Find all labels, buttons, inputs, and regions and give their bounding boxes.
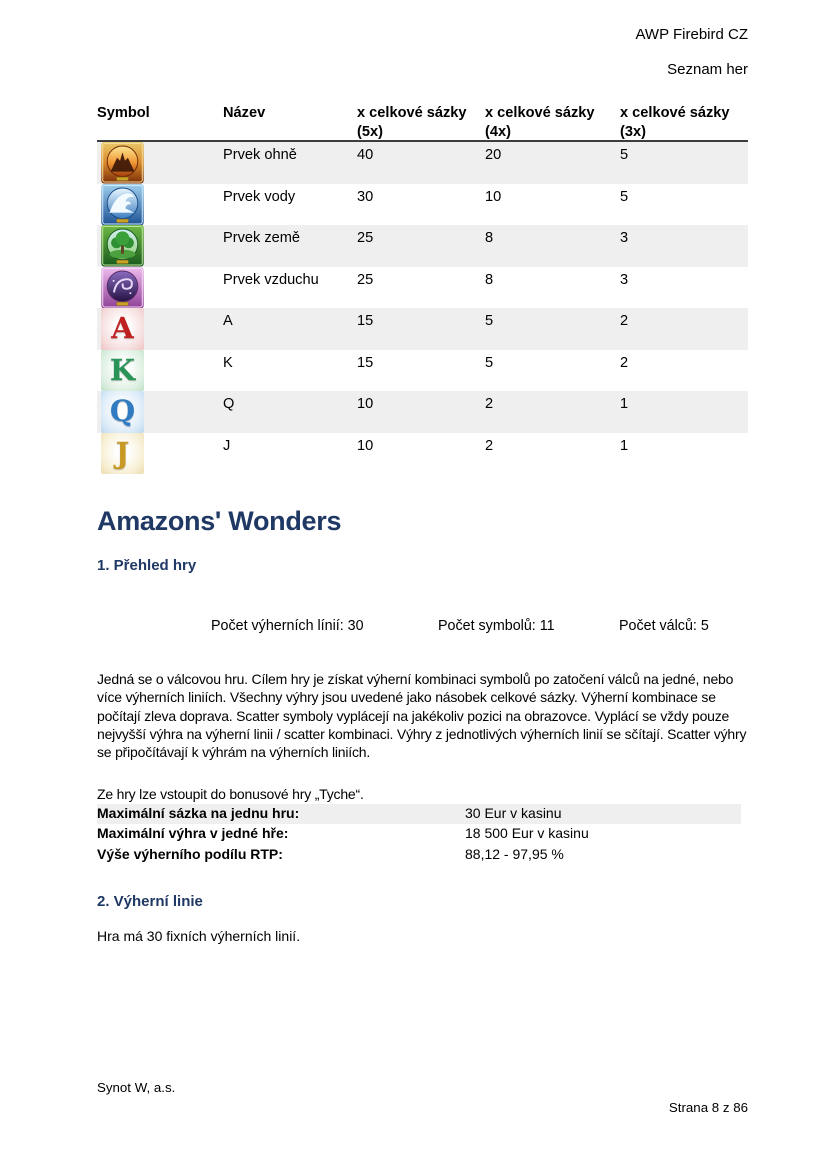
table-row — [97, 267, 748, 309]
game-stats-row — [97, 618, 748, 636]
column-header-sub: (4x) — [485, 123, 511, 140]
fact-label: Výše výherního podílu RTP: — [97, 845, 283, 862]
symbol-cell — [97, 142, 223, 184]
pay-5x-value: 15 — [357, 313, 374, 329]
pay-4x-value: 8 — [485, 230, 494, 246]
column-header-pay-4x — [485, 104, 620, 141]
table-row — [97, 142, 748, 184]
pay-3x-value: 3 — [620, 271, 629, 288]
pay-4x-value: 5 — [485, 354, 494, 371]
section-2-heading: 2. Výherní linie — [97, 893, 203, 910]
stat-reels: Počet válců: 5 — [619, 618, 709, 634]
pay-3x-value: 1 — [620, 437, 629, 454]
symbol-cell — [97, 391, 223, 433]
letter-a-icon — [101, 308, 144, 350]
symbol-cell — [97, 225, 223, 267]
letter-glyph: Q — [109, 394, 136, 429]
game-description: Jedná se o válcovou hru. Cílem hry je získat výherní kombinaci symbolů po zatočení válců na jedné, nebo více výherních liniích. Všechny výhry jsou uvedené jako násobek celkové sázky. Výherní kombinace se počítají zleva doprava. Scatter symboly vyplácejí na jakékoliv pozici na obrazovce. Vyplácí se vždy pouze nejvyšší výhra na výherní linii / scatter kombinaci. Výhry z jednotlivých výherních linií se sčítají. Scatter výhry se připočítávají k výhrám na výherních liniích. — [97, 671, 747, 761]
column-header-title: Název — [223, 105, 266, 121]
letter-q-icon — [101, 391, 144, 433]
symbol-name: Prvek ohně — [223, 147, 297, 163]
stat-symbols: Počet symbolů: 11 — [438, 618, 555, 634]
symbol-name: Prvek vzduchu — [223, 271, 319, 288]
pay-4x-value: 10 — [485, 188, 502, 205]
pay-5x-value: 25 — [357, 271, 374, 288]
symbol-name: Prvek vody — [223, 188, 296, 205]
column-header-sub: (5x) — [357, 123, 383, 140]
letter-j-icon — [101, 433, 144, 475]
symbol-name: Prvek země — [223, 230, 301, 246]
fact-row — [97, 845, 748, 865]
table-row — [97, 433, 748, 475]
pay-4x-value: 5 — [485, 313, 494, 329]
footer-company: Synot W, a.s. — [97, 1080, 176, 1095]
footer-page-number: Strana 8 z 86 — [668, 1100, 748, 1115]
pay-4x-value: 20 — [485, 147, 502, 163]
pay-3x-value: 3 — [620, 230, 629, 246]
document-header — [635, 26, 748, 78]
table-row — [97, 391, 748, 433]
symbol-name: J — [223, 437, 231, 454]
game-facts-table — [97, 804, 748, 865]
letter-glyph: J — [115, 435, 130, 470]
table-row — [97, 184, 748, 226]
pay-5x-value: 10 — [357, 396, 374, 412]
pay-5x-value: 25 — [357, 230, 374, 246]
table-row — [97, 308, 748, 350]
pay-3x-value: 5 — [620, 188, 629, 205]
letter-glyph: A — [111, 311, 134, 346]
column-header-title: x celkové sázky — [357, 105, 467, 121]
fact-value: 18 500 Eur v kasinu — [465, 825, 589, 842]
symbol-name: Q — [223, 396, 235, 412]
bonus-note: Ze hry lze vstoupit do bonusové hry „Tyche“. — [97, 786, 364, 802]
pay-5x-value: 40 — [357, 147, 374, 163]
symbol-name: K — [223, 354, 233, 371]
symbol-cell — [97, 267, 223, 309]
pay-5x-value: 10 — [357, 437, 374, 454]
column-header-name — [223, 104, 357, 141]
product-title: AWP Firebird CZ — [635, 26, 748, 43]
letter-k-icon — [101, 350, 144, 392]
column-header-symbol — [97, 104, 223, 141]
symbol-cell — [97, 433, 223, 475]
column-header-title: Symbol — [97, 105, 150, 121]
symbol-cell — [97, 184, 223, 226]
fact-row — [97, 824, 748, 844]
column-header-title: x celkové sázky — [485, 105, 595, 121]
letter-glyph: K — [109, 352, 136, 387]
fact-row — [97, 804, 741, 824]
pay-3x-value: 5 — [620, 147, 629, 163]
paytable-header-row — [97, 100, 748, 142]
pay-4x-value: 8 — [485, 271, 494, 288]
column-header-pay-5x — [357, 104, 485, 141]
game-title: Amazons' Wonders — [97, 506, 342, 536]
fact-label: Maximální výhra v jedné hře: — [97, 825, 289, 842]
section-1-heading: 1. Přehled hry — [97, 557, 197, 574]
column-header-pay-3x — [620, 104, 748, 141]
fire-element-icon — [101, 142, 144, 184]
pay-5x-value: 15 — [357, 354, 374, 371]
stat-paylines: Počet výherních línií: 30 — [211, 618, 364, 634]
pay-4x-value: 2 — [485, 437, 494, 454]
fact-value: 88,12 - 97,95 % — [465, 845, 564, 862]
table-row — [97, 350, 748, 392]
symbol-cell — [97, 350, 223, 392]
column-header-title: x celkové sázky — [620, 105, 730, 121]
symbol-name: A — [223, 313, 233, 329]
document-subtitle: Seznam her — [667, 61, 748, 78]
fact-label: Maximální sázka na jednu hru: — [97, 805, 300, 821]
paylines-text: Hra má 30 fixních výherních linií. — [97, 928, 301, 944]
symbol-cell — [97, 308, 223, 350]
pay-4x-value: 2 — [485, 396, 494, 412]
symbol-paytable — [97, 100, 748, 474]
fact-value: 30 Eur v kasinu — [465, 805, 562, 821]
water-element-icon — [101, 184, 144, 226]
earth-element-icon — [101, 225, 144, 267]
table-row — [97, 225, 748, 267]
pay-3x-value: 1 — [620, 396, 629, 412]
pay-3x-value: 2 — [620, 354, 629, 371]
pay-3x-value: 2 — [620, 313, 629, 329]
air-element-icon — [101, 267, 144, 309]
pay-5x-value: 30 — [357, 188, 374, 205]
column-header-sub: (3x) — [620, 123, 646, 140]
